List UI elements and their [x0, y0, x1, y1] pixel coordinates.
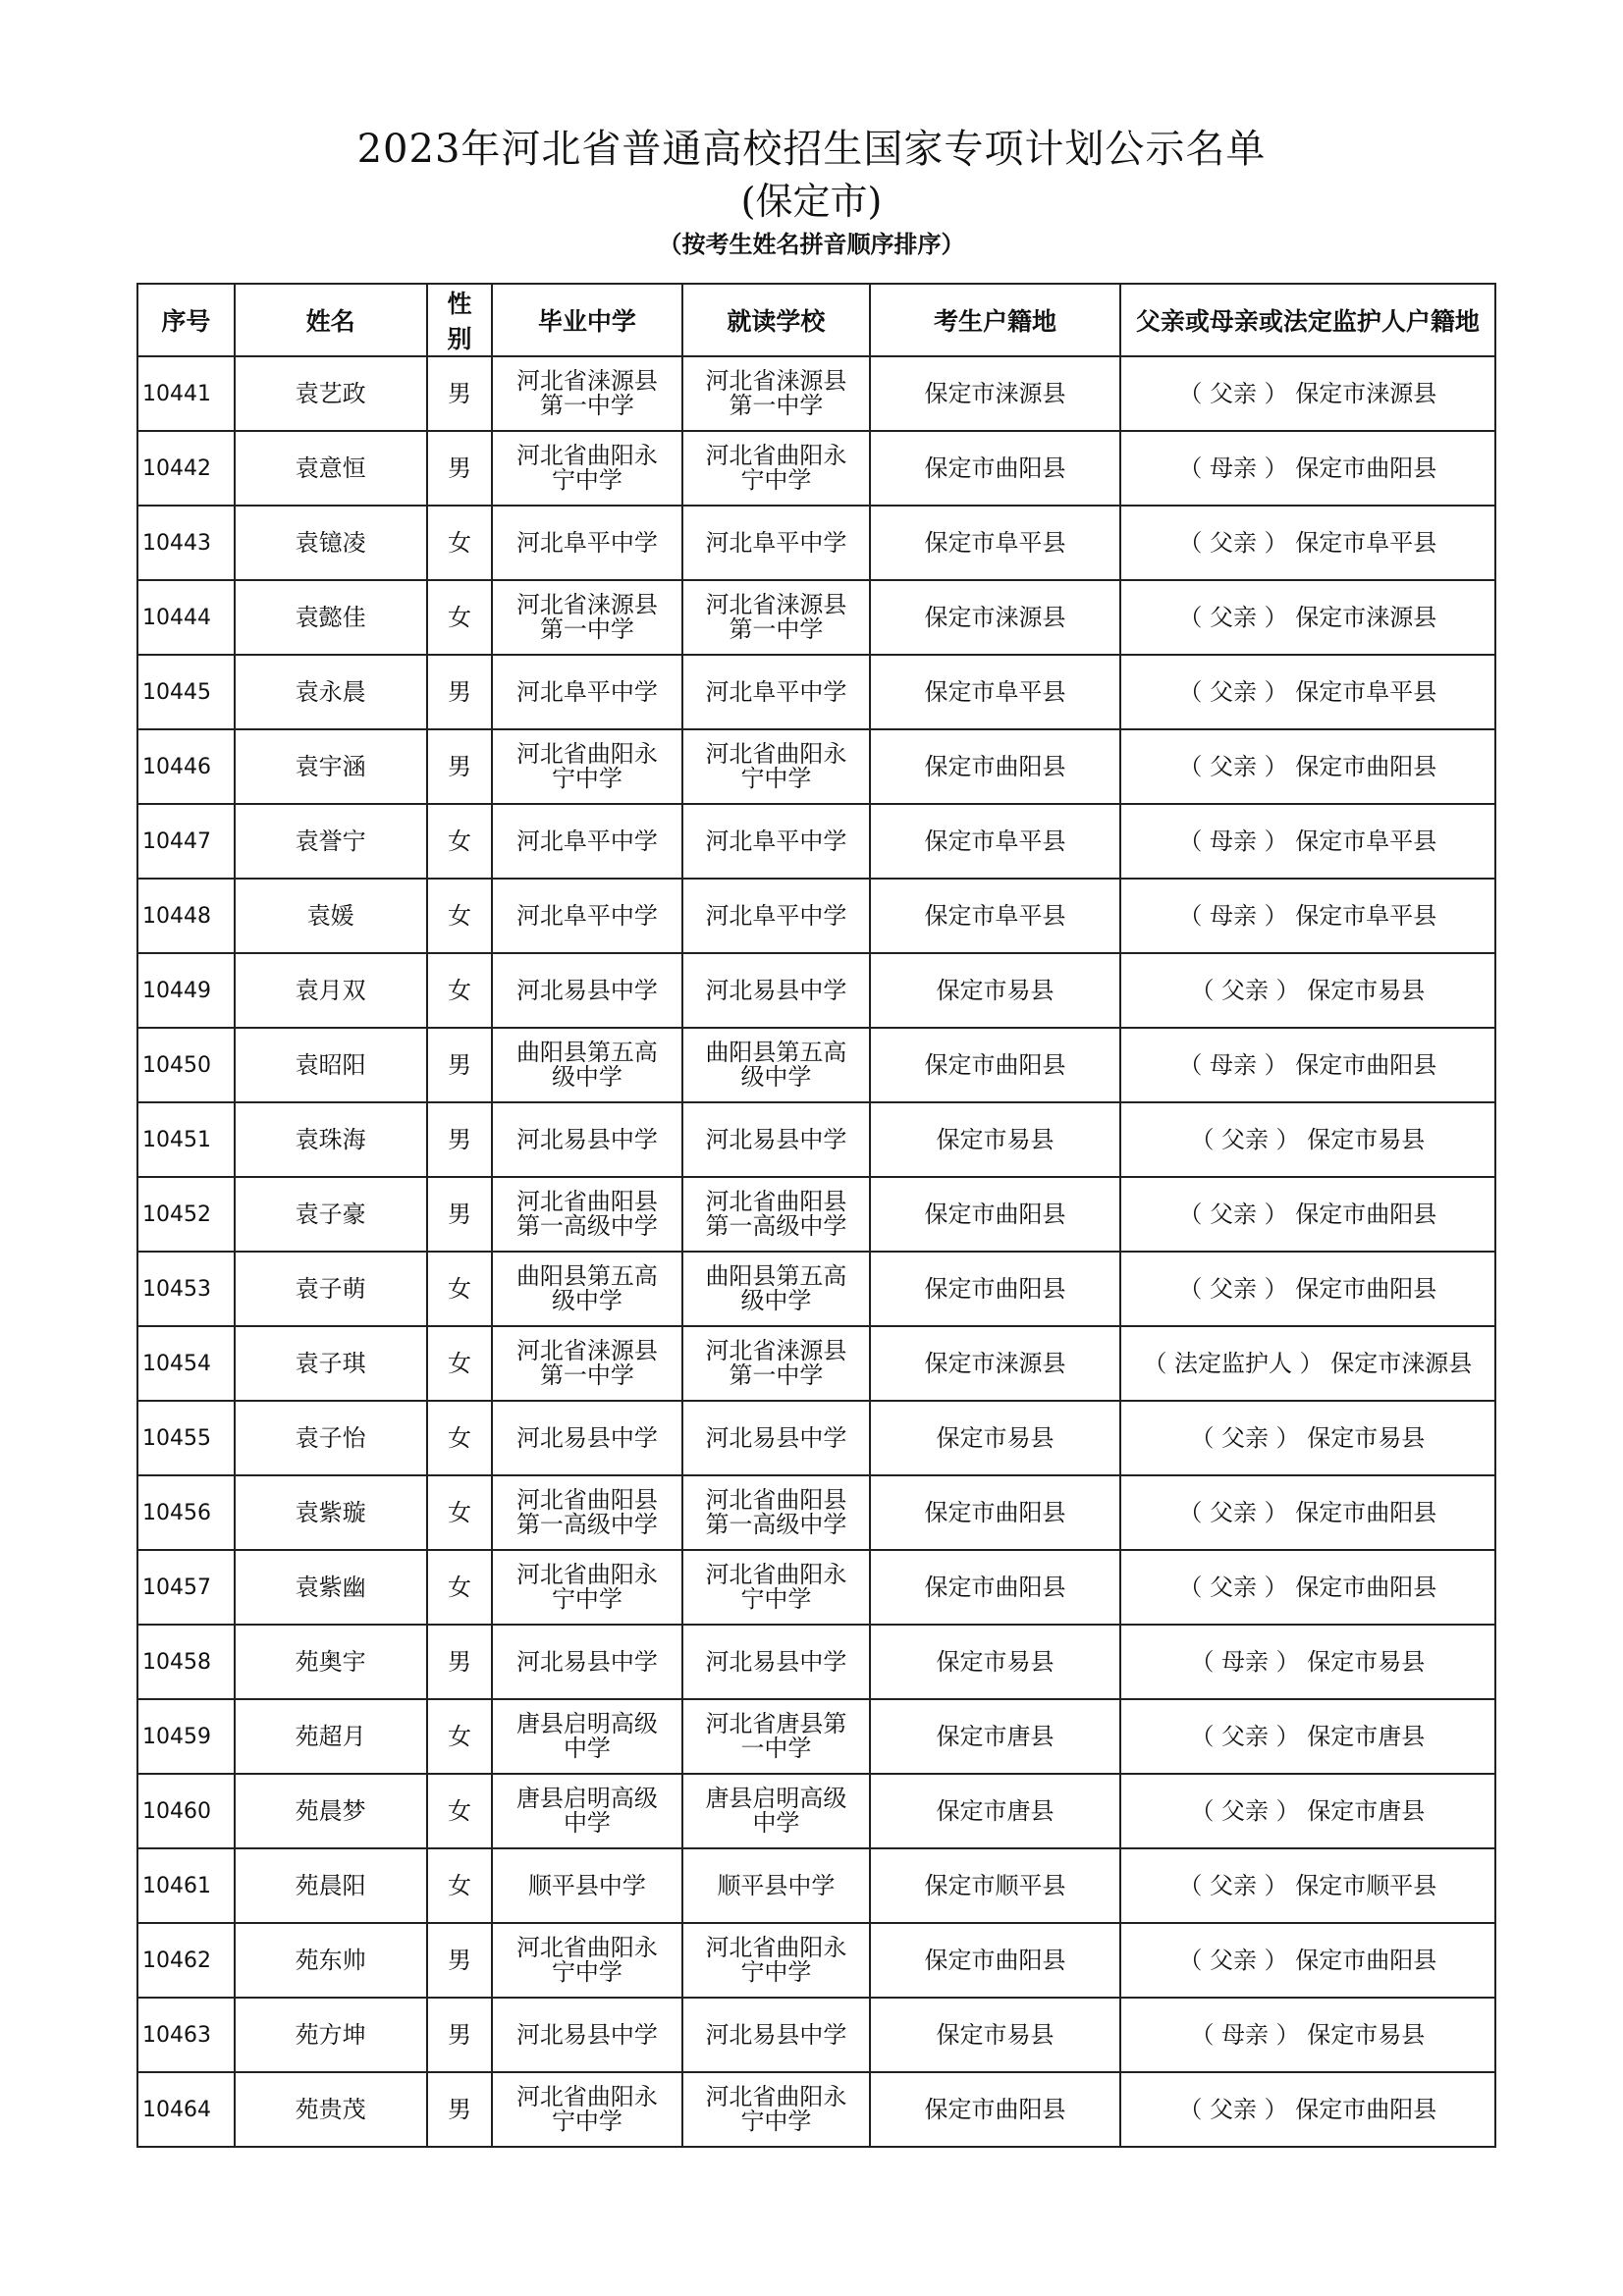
cell-grad-school: 唐县启明高级中学: [492, 1699, 681, 1774]
cell-guardian-residence: （ 父亲 ） 保定市曲阳县: [1120, 1475, 1495, 1550]
cell-residence: 保定市易县: [870, 953, 1119, 1028]
cell-residence: 保定市涞源县: [870, 580, 1119, 655]
table-row: [137, 1774, 1495, 1848]
table-row: [137, 729, 1495, 804]
sort-note: （按考生姓名拼音顺序排序）: [658, 231, 965, 258]
cell-gender: 男: [427, 1102, 493, 1177]
cell-grad-school: 河北省涞源县第一中学: [492, 1326, 681, 1401]
cell-name: 苑方坤: [235, 1998, 427, 2072]
cell-name: 苑晨阳: [235, 1848, 427, 1923]
cell-grad-school: 河北阜平中学: [492, 655, 681, 729]
cell-current-school: 河北阜平中学: [682, 879, 871, 953]
cell-name: 袁紫璇: [235, 1475, 427, 1550]
cell-gender: 女: [427, 1774, 493, 1848]
cell-name: 袁懿佳: [235, 580, 427, 655]
cell-guardian-residence: （ 父亲 ） 保定市阜平县: [1120, 655, 1495, 729]
cell-grad-school: 唐县启明高级中学: [492, 1774, 681, 1848]
roster-table: [136, 283, 1496, 2148]
cell-gender: 男: [427, 1923, 493, 1998]
cell-grad-school: 河北易县中学: [492, 953, 681, 1028]
cell-guardian-residence: （ 父亲 ） 保定市唐县: [1120, 1699, 1495, 1774]
cell-seq: 10451: [137, 1102, 235, 1177]
cell-name: 苑超月: [235, 1699, 427, 1774]
cell-name: 苑奥宇: [235, 1625, 427, 1699]
cell-current-school: 河北易县中学: [682, 953, 871, 1028]
table-row: [137, 506, 1495, 580]
cell-current-school: 河北阜平中学: [682, 655, 871, 729]
table-row: [137, 431, 1495, 506]
cell-guardian-residence: （ 母亲 ） 保定市阜平县: [1120, 804, 1495, 879]
cell-grad-school: 河北易县中学: [492, 1625, 681, 1699]
cell-grad-school: 河北省曲阳永宁中学: [492, 2072, 681, 2147]
cell-seq: 10449: [137, 953, 235, 1028]
cell-guardian-residence: （ 父亲 ） 保定市顺平县: [1120, 1848, 1495, 1923]
cell-gender: 男: [427, 1177, 493, 1252]
header-seq: 序号: [137, 284, 235, 356]
cell-guardian-residence: （ 母亲 ） 保定市易县: [1120, 1625, 1495, 1699]
cell-name: 袁珠海: [235, 1102, 427, 1177]
cell-current-school: 河北省曲阳永宁中学: [682, 1923, 871, 1998]
cell-residence: 保定市曲阳县: [870, 2072, 1119, 2147]
header-guardian-residence: 父亲或母亲或法定监护人户籍地: [1120, 284, 1495, 356]
cell-guardian-residence: （ 父亲 ） 保定市唐县: [1120, 1774, 1495, 1848]
page-subtitle: (保定市): [740, 180, 883, 223]
cell-residence: 保定市阜平县: [870, 879, 1119, 953]
cell-guardian-residence: （ 父亲 ） 保定市曲阳县: [1120, 1252, 1495, 1326]
table-row: [137, 804, 1495, 879]
cell-seq: 10444: [137, 580, 235, 655]
cell-gender: 男: [427, 1028, 493, 1102]
cell-current-school: 河北省曲阳永宁中学: [682, 729, 871, 804]
cell-grad-school: 河北易县中学: [492, 1998, 681, 2072]
cell-seq: 10443: [137, 506, 235, 580]
table-row: [137, 879, 1495, 953]
cell-current-school: 河北省曲阳县第一高级中学: [682, 1475, 871, 1550]
cell-seq: 10442: [137, 431, 235, 506]
cell-name: 袁子琪: [235, 1326, 427, 1401]
cell-guardian-residence: （ 父亲 ） 保定市曲阳县: [1120, 1923, 1495, 1998]
cell-current-school: 河北省曲阳县第一高级中学: [682, 1177, 871, 1252]
table-row: [137, 1326, 1495, 1401]
cell-guardian-residence: （ 父亲 ） 保定市涞源县: [1120, 580, 1495, 655]
cell-seq: 10445: [137, 655, 235, 729]
cell-grad-school: 河北易县中学: [492, 1102, 681, 1177]
table-row: [137, 1550, 1495, 1625]
cell-residence: 保定市易县: [870, 1625, 1119, 1699]
cell-guardian-residence: （ 父亲 ） 保定市易县: [1120, 1401, 1495, 1475]
table-row: [137, 1848, 1495, 1923]
table-row: [137, 1923, 1495, 1998]
cell-current-school: 河北省唐县第一中学: [682, 1699, 871, 1774]
cell-seq: 10457: [137, 1550, 235, 1625]
cell-gender: 女: [427, 1699, 493, 1774]
cell-name: 袁意恒: [235, 431, 427, 506]
cell-current-school: 河北易县中学: [682, 1102, 871, 1177]
cell-name: 苑晨梦: [235, 1774, 427, 1848]
cell-residence: 保定市唐县: [870, 1774, 1119, 1848]
cell-guardian-residence: （ 父亲 ） 保定市易县: [1120, 1102, 1495, 1177]
table-row: [137, 1998, 1495, 2072]
cell-residence: 保定市曲阳县: [870, 1177, 1119, 1252]
cell-gender: 男: [427, 1625, 493, 1699]
cell-grad-school: 河北省曲阳永宁中学: [492, 1923, 681, 1998]
header-current-school: 就读学校: [682, 284, 871, 356]
cell-residence: 保定市阜平县: [870, 506, 1119, 580]
page-title: 2023年河北省普通高校招生国家专项计划公示名单: [356, 127, 1267, 172]
cell-seq: 10460: [137, 1774, 235, 1848]
table-header-row: [137, 284, 1495, 356]
table-row: [137, 1625, 1495, 1699]
cell-grad-school: 河北省曲阳永宁中学: [492, 431, 681, 506]
cell-gender: 女: [427, 1475, 493, 1550]
cell-seq: 10455: [137, 1401, 235, 1475]
cell-gender: 女: [427, 1848, 493, 1923]
cell-name: 袁誉宁: [235, 804, 427, 879]
cell-gender: 男: [427, 431, 493, 506]
cell-current-school: 河北省涞源县第一中学: [682, 1326, 871, 1401]
cell-seq: 10441: [137, 356, 235, 431]
cell-current-school: 唐县启明高级中学: [682, 1774, 871, 1848]
cell-seq: 10452: [137, 1177, 235, 1252]
cell-name: 袁永晨: [235, 655, 427, 729]
cell-current-school: 河北省曲阳永宁中学: [682, 1550, 871, 1625]
cell-residence: 保定市易县: [870, 1401, 1119, 1475]
table-row: [137, 953, 1495, 1028]
cell-seq: 10453: [137, 1252, 235, 1326]
cell-grad-school: 河北省曲阳县第一高级中学: [492, 1475, 681, 1550]
cell-gender: 女: [427, 506, 493, 580]
cell-grad-school: 河北省曲阳永宁中学: [492, 729, 681, 804]
cell-seq: 10458: [137, 1625, 235, 1699]
table-row: [137, 356, 1495, 431]
cell-grad-school: 河北易县中学: [492, 1401, 681, 1475]
cell-residence: 保定市阜平县: [870, 655, 1119, 729]
cell-grad-school: 河北阜平中学: [492, 879, 681, 953]
cell-guardian-residence: （ 父亲 ） 保定市阜平县: [1120, 506, 1495, 580]
cell-gender: 男: [427, 655, 493, 729]
table-row: [137, 1177, 1495, 1252]
cell-grad-school: 顺平县中学: [492, 1848, 681, 1923]
cell-name: 袁月双: [235, 953, 427, 1028]
cell-guardian-residence: （ 父亲 ） 保定市曲阳县: [1120, 729, 1495, 804]
table-body: [137, 356, 1495, 2147]
table-row: [137, 1401, 1495, 1475]
cell-name: 袁子豪: [235, 1177, 427, 1252]
cell-residence: 保定市曲阳县: [870, 1028, 1119, 1102]
cell-guardian-residence: （ 父亲 ） 保定市易县: [1120, 953, 1495, 1028]
cell-seq: 10450: [137, 1028, 235, 1102]
cell-seq: 10448: [137, 879, 235, 953]
cell-current-school: 河北省涞源县第一中学: [682, 356, 871, 431]
cell-name: 袁紫幽: [235, 1550, 427, 1625]
cell-seq: 10461: [137, 1848, 235, 1923]
cell-seq: 10446: [137, 729, 235, 804]
header-name: 姓名: [235, 284, 427, 356]
cell-current-school: 河北省曲阳永宁中学: [682, 431, 871, 506]
cell-guardian-residence: （ 母亲 ） 保定市曲阳县: [1120, 431, 1495, 506]
cell-name: 袁艺政: [235, 356, 427, 431]
cell-current-school: 河北阜平中学: [682, 506, 871, 580]
table-row: [137, 2072, 1495, 2147]
cell-guardian-residence: （ 父亲 ） 保定市曲阳县: [1120, 1550, 1495, 1625]
cell-gender: 男: [427, 2072, 493, 2147]
table-row: [137, 1475, 1495, 1550]
cell-name: 袁子萌: [235, 1252, 427, 1326]
cell-seq: 10463: [137, 1998, 235, 2072]
cell-residence: 保定市曲阳县: [870, 729, 1119, 804]
cell-grad-school: 河北省曲阳永宁中学: [492, 1550, 681, 1625]
cell-name: 袁子怡: [235, 1401, 427, 1475]
cell-gender: 女: [427, 1326, 493, 1401]
cell-name: 袁昭阳: [235, 1028, 427, 1102]
cell-seq: 10447: [137, 804, 235, 879]
cell-guardian-residence: （ 父亲 ） 保定市曲阳县: [1120, 1177, 1495, 1252]
table-row: [137, 1252, 1495, 1326]
cell-seq: 10454: [137, 1326, 235, 1401]
cell-current-school: 河北阜平中学: [682, 804, 871, 879]
cell-grad-school: 河北省涞源县第一中学: [492, 580, 681, 655]
cell-gender: 女: [427, 1401, 493, 1475]
cell-gender: 女: [427, 804, 493, 879]
cell-name: 苑东帅: [235, 1923, 427, 1998]
cell-gender: 男: [427, 1998, 493, 2072]
cell-seq: 10456: [137, 1475, 235, 1550]
cell-grad-school: 河北省曲阳县第一高级中学: [492, 1177, 681, 1252]
cell-seq: 10462: [137, 1923, 235, 1998]
cell-guardian-residence: （ 母亲 ） 保定市阜平县: [1120, 879, 1495, 953]
cell-name: 袁媛: [235, 879, 427, 953]
cell-grad-school: 曲阳县第五高级中学: [492, 1252, 681, 1326]
cell-current-school: 河北易县中学: [682, 1401, 871, 1475]
header-gender: 性别: [427, 284, 493, 356]
cell-gender: 女: [427, 1550, 493, 1625]
cell-name: 苑贵茂: [235, 2072, 427, 2147]
cell-residence: 保定市曲阳县: [870, 431, 1119, 506]
cell-gender: 男: [427, 356, 493, 431]
cell-gender: 男: [427, 729, 493, 804]
cell-residence: 保定市涞源县: [870, 1326, 1119, 1401]
cell-residence: 保定市阜平县: [870, 804, 1119, 879]
cell-guardian-residence: （ 父亲 ） 保定市曲阳县: [1120, 2072, 1495, 2147]
cell-current-school: 曲阳县第五高级中学: [682, 1252, 871, 1326]
cell-residence: 保定市易县: [870, 1102, 1119, 1177]
cell-gender: 女: [427, 1252, 493, 1326]
cell-current-school: 河北易县中学: [682, 1998, 871, 2072]
header-residence: 考生户籍地: [870, 284, 1119, 356]
cell-residence: 保定市易县: [870, 1998, 1119, 2072]
cell-name: 袁镱凌: [235, 506, 427, 580]
cell-residence: 保定市曲阳县: [870, 1252, 1119, 1326]
cell-residence: 保定市唐县: [870, 1699, 1119, 1774]
cell-residence: 保定市曲阳县: [870, 1923, 1119, 1998]
cell-current-school: 曲阳县第五高级中学: [682, 1028, 871, 1102]
header-grad-school: 毕业中学: [492, 284, 681, 356]
table-row: [137, 580, 1495, 655]
cell-gender: 女: [427, 879, 493, 953]
cell-current-school: 顺平县中学: [682, 1848, 871, 1923]
cell-current-school: 河北省涞源县第一中学: [682, 580, 871, 655]
cell-seq: 10459: [137, 1699, 235, 1774]
cell-current-school: 河北易县中学: [682, 1625, 871, 1699]
table-row: [137, 1102, 1495, 1177]
cell-residence: 保定市曲阳县: [870, 1550, 1119, 1625]
cell-grad-school: 河北阜平中学: [492, 506, 681, 580]
cell-residence: 保定市涞源县: [870, 356, 1119, 431]
table-row: [137, 1699, 1495, 1774]
cell-seq: 10464: [137, 2072, 235, 2147]
cell-residence: 保定市顺平县: [870, 1848, 1119, 1923]
cell-grad-school: 河北阜平中学: [492, 804, 681, 879]
cell-grad-school: 河北省涞源县第一中学: [492, 356, 681, 431]
cell-gender: 女: [427, 580, 493, 655]
table-row: [137, 1028, 1495, 1102]
cell-residence: 保定市曲阳县: [870, 1475, 1119, 1550]
cell-grad-school: 曲阳县第五高级中学: [492, 1028, 681, 1102]
cell-guardian-residence: （ 母亲 ） 保定市易县: [1120, 1998, 1495, 2072]
table-row: [137, 655, 1495, 729]
cell-guardian-residence: （ 法定监护人 ） 保定市涞源县: [1120, 1326, 1495, 1401]
cell-guardian-residence: （ 父亲 ） 保定市涞源县: [1120, 356, 1495, 431]
cell-current-school: 河北省曲阳永宁中学: [682, 2072, 871, 2147]
cell-name: 袁宇涵: [235, 729, 427, 804]
cell-guardian-residence: （ 母亲 ） 保定市曲阳县: [1120, 1028, 1495, 1102]
cell-gender: 女: [427, 953, 493, 1028]
